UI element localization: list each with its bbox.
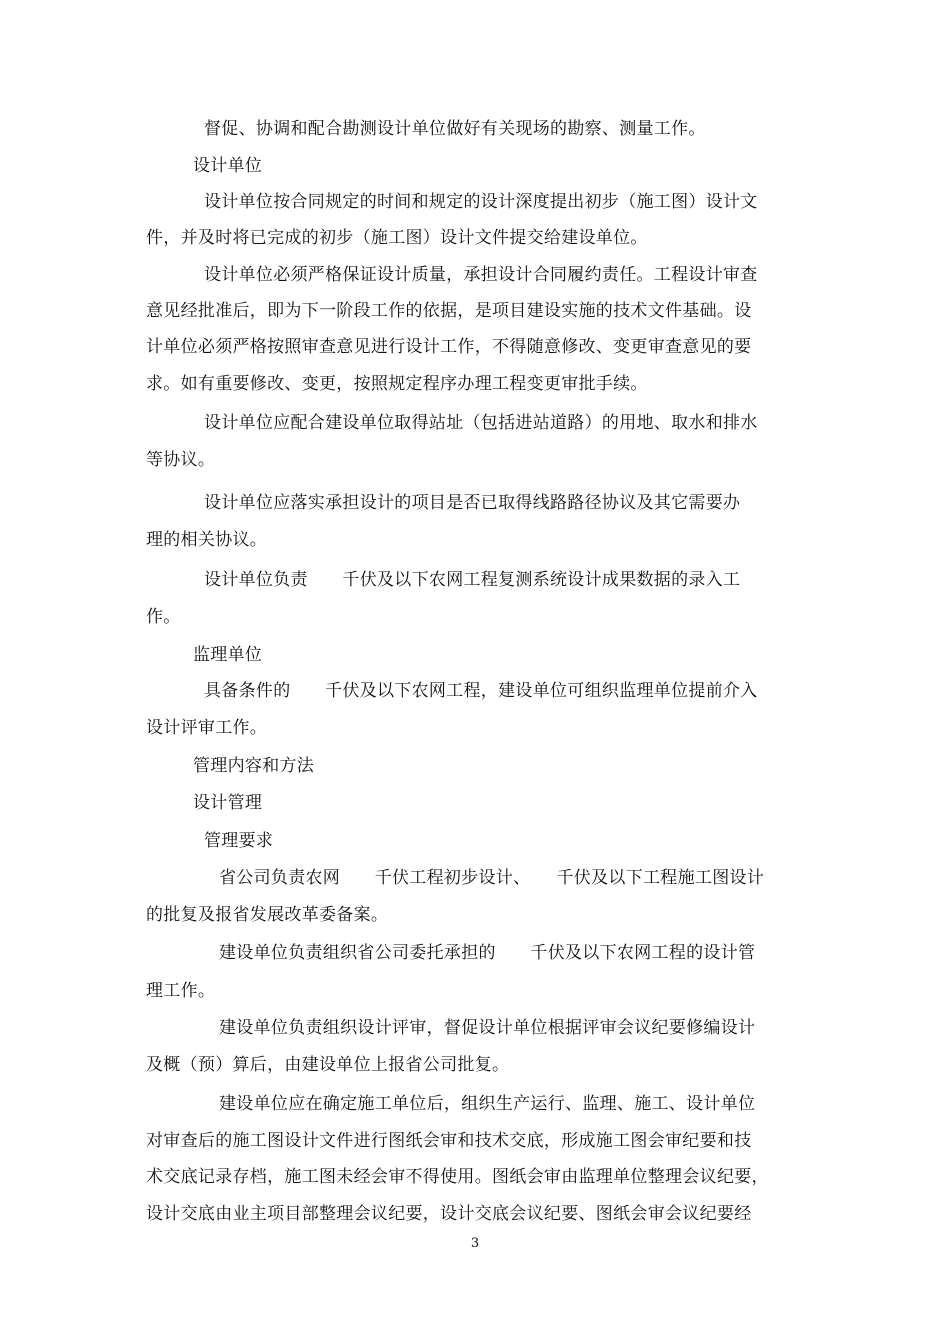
page-number: 3 [470, 1236, 480, 1251]
text-line: 意见经批准后，即为下一阶段工作的依据，是项目建设实施的技术文件基础。设 [146, 301, 752, 321]
section-heading: 设计管理 [193, 793, 263, 813]
text-line: 设计交底由业主项目部整理会议纪要，设计交底会议纪要、图纸会审会议纪要经 [146, 1204, 752, 1224]
text-line: 建设单位应在确定施工单位后，组织生产运行、监理、施工、设计单位 [219, 1094, 756, 1114]
text-line: 作。 [146, 607, 181, 627]
text-line: 计单位必须严格按照审查意见进行设计工作，不得随意修改、变更审查意见的要 [146, 337, 752, 357]
text-line: 具备条件的 千伏及以下农网工程，建设单位可组织监理单位提前介入 [204, 681, 758, 701]
text-line: 设计单位负责 千伏及以下农网工程复测系统设计成果数据的录入工 [204, 570, 741, 590]
section-heading: 管理内容和方法 [193, 756, 315, 776]
text-line: 的批复及报省发展改革委备案。 [146, 905, 389, 925]
text-line: 督促、协调和配合勘测设计单位做好有关现场的勘察、测量工作。 [204, 119, 706, 139]
text-line: 件，并及时将已完成的初步（施工图）设计文件提交给建设单位。 [146, 228, 648, 248]
text-line: 对审查后的施工图设计文件进行图纸会审和技术交底，形成施工图会审纪要和技 [146, 1131, 752, 1151]
text-line: 设计评审工作。 [146, 718, 268, 738]
text-line: 及概（预）算后，由建设单位上报省公司批复。 [146, 1055, 510, 1075]
text-line: 设计单位应配合建设单位取得站址（包括进站道路）的用地、取水和排水 [204, 413, 758, 433]
text-line: 理工作。 [146, 981, 216, 1001]
text-line: 设计单位应落实承担设计的项目是否已取得线路路径协议及其它需要办 [204, 493, 741, 513]
text-line: 设计单位必须严格保证设计质量，承担设计合同履约责任。工程设计审查 [204, 265, 758, 285]
section-heading: 管理要求 [204, 831, 274, 851]
text-line: 术交底记录存档，施工图未经会审不得使用。图纸会审由监理单位整理会议纪要， [146, 1167, 769, 1187]
text-line: 设计单位按合同规定的时间和规定的设计深度提出初步（施工图）设计文 [204, 192, 758, 212]
section-heading: 设计单位 [193, 156, 263, 176]
text-line: 求。如有重要修改、变更，按照规定程序办理工程变更审批手续。 [146, 374, 648, 394]
text-line: 等协议。 [146, 450, 216, 470]
section-heading: 监理单位 [193, 645, 263, 665]
text-line: 建设单位负责组织省公司委托承担的 千伏及以下农网工程的设计管 [219, 943, 756, 963]
text-line: 省公司负责农网 千伏工程初步设计、 千伏及以下工程施工图设计 [219, 868, 765, 888]
text-line: 理的相关协议。 [146, 530, 268, 550]
text-line: 建设单位负责组织设计评审，督促设计单位根据评审会议纪要修编设计 [219, 1018, 756, 1038]
